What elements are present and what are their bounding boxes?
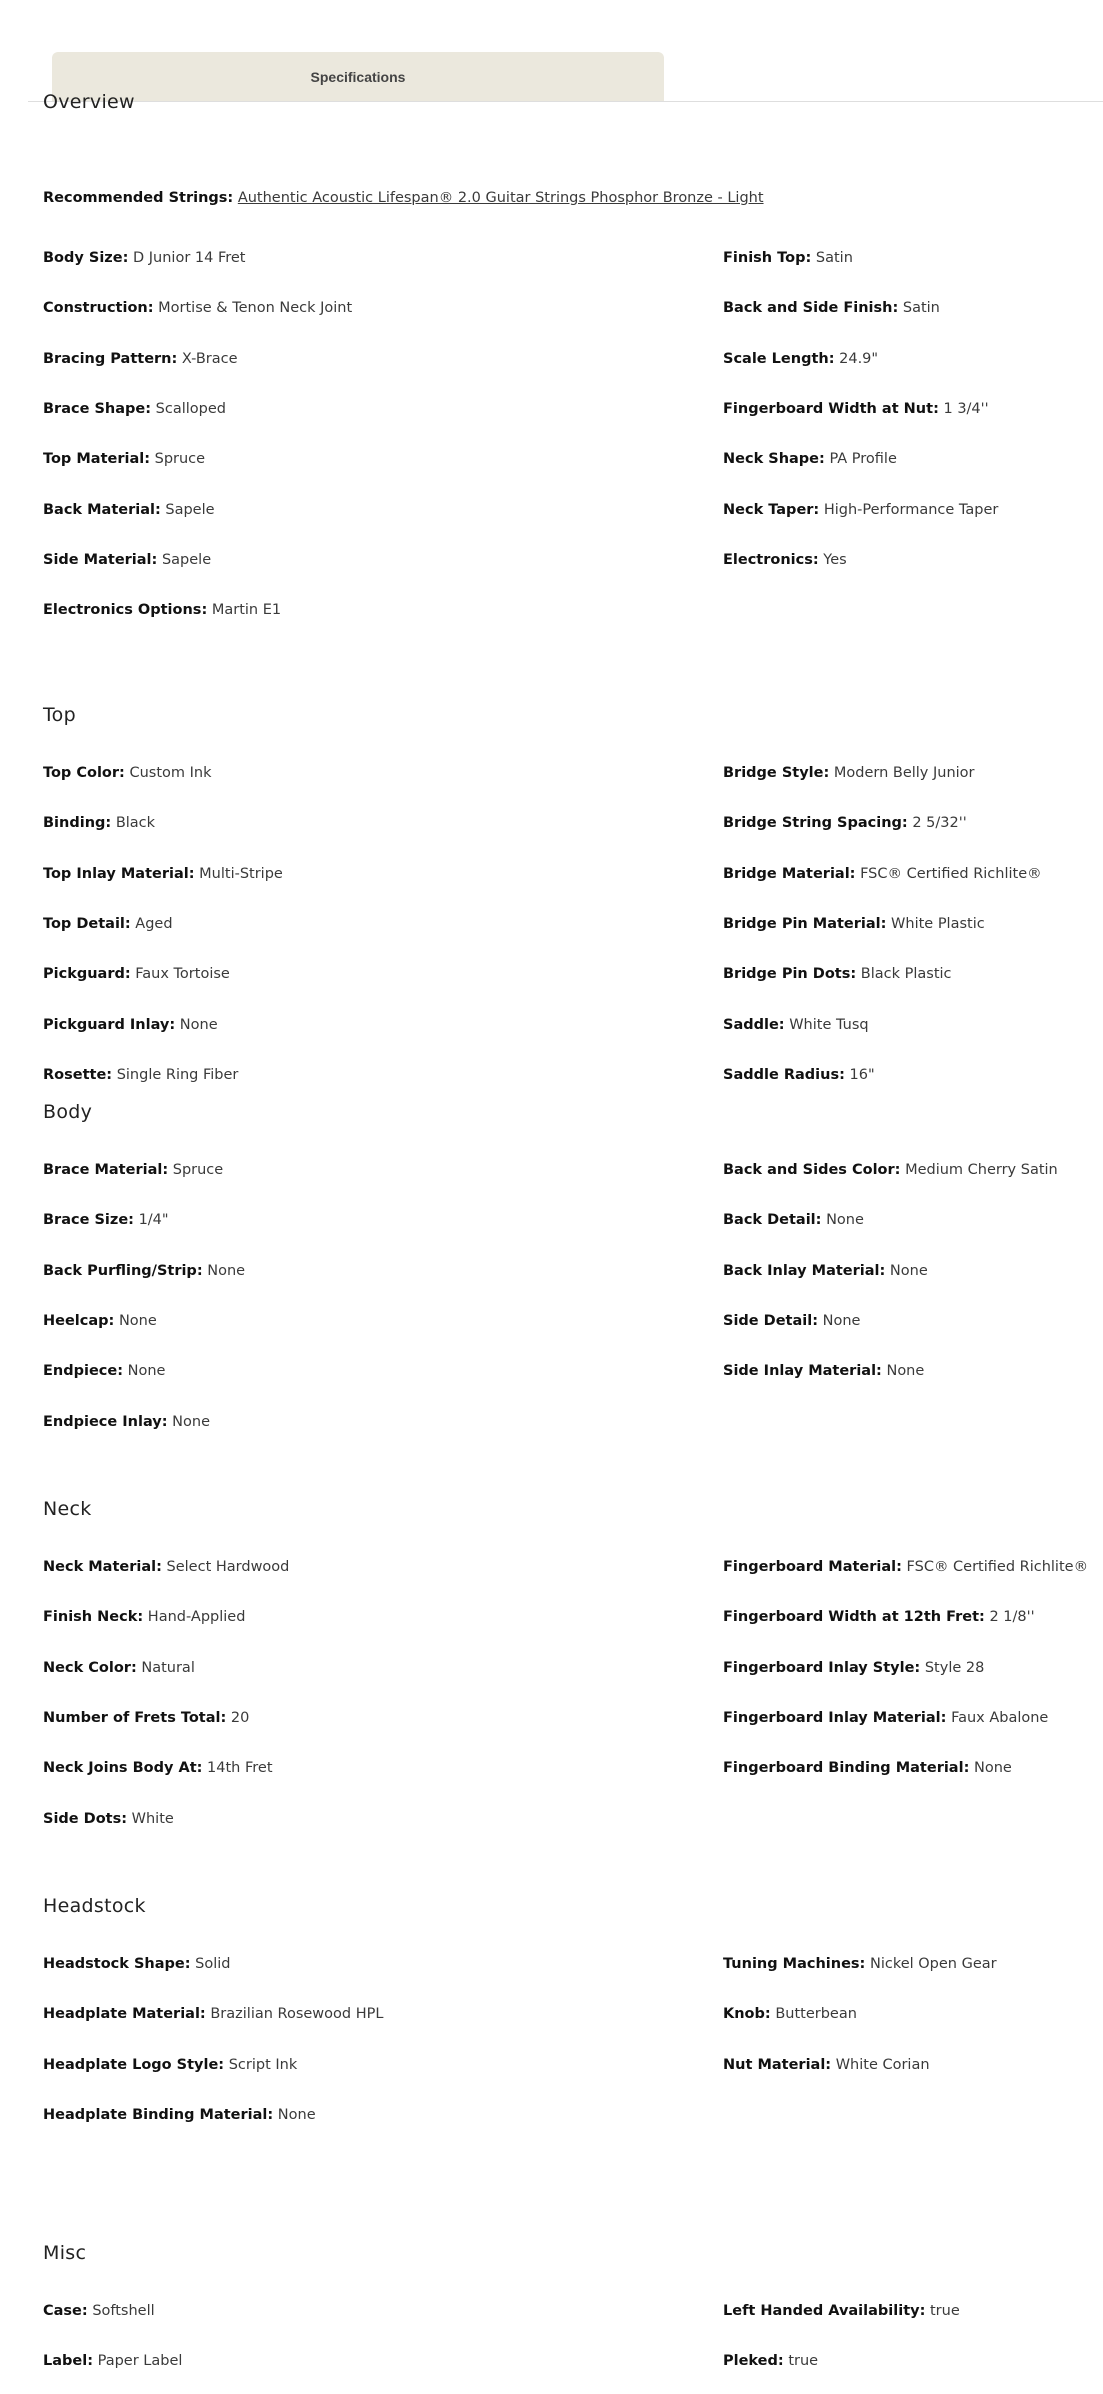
spec-label: Side Inlay Material: [723, 1363, 882, 1380]
spec-row [723, 1557, 1088, 1577]
spec-label: Back and Sides Color: [723, 1162, 901, 1178]
spec-label: Saddle Radius: [723, 1066, 845, 1083]
spec-row [43, 2105, 316, 2125]
spec-row [43, 1557, 289, 1577]
spec-row [43, 349, 238, 369]
spec-label: Fingerboard Inlay Style: [723, 1659, 921, 1676]
spec-row [43, 864, 283, 884]
spec-label: Back Material: [43, 501, 161, 518]
spec-value: None [889, 1262, 928, 1279]
spec-value: 14th Fret [207, 1760, 273, 1777]
spec-label: Recommended Strings: [43, 190, 234, 206]
spec-row [723, 1954, 997, 1974]
spec-label: Endpiece: [43, 1363, 124, 1380]
spec-value: None [277, 2106, 316, 2123]
spec-value: None [973, 1760, 1012, 1777]
spec-label: Tuning Machines: [723, 1956, 866, 1972]
spec-label: Fingerboard Binding Material: [723, 1760, 970, 1777]
spec-row [43, 2301, 155, 2321]
spec-label: Finish Neck: [43, 1609, 144, 1626]
spec-value: 24.9" [839, 350, 879, 367]
spec-value: White [131, 1810, 174, 1827]
spec-label: Scale Length: [723, 350, 835, 367]
spec-value: White Plastic [891, 915, 985, 932]
spec-value: None [822, 1312, 861, 1329]
spec-label: Endpiece Inlay: [43, 1413, 168, 1430]
spec-label: Side Material: [43, 551, 158, 568]
spec-row [43, 2004, 383, 2024]
spec-label: Top Detail: [43, 915, 131, 932]
spec-value: Medium Cherry Satin [905, 1162, 1058, 1178]
spec-row [43, 813, 155, 833]
spec-value: PA Profile [829, 451, 897, 468]
spec-row [723, 813, 967, 833]
spec-label: Side Detail: [723, 1312, 819, 1329]
spec-row [43, 964, 230, 984]
spec-label: Back Detail: [723, 1212, 822, 1229]
spec-value: None [179, 1016, 218, 1033]
spec-label: Fingerboard Material: [723, 1559, 902, 1575]
spec-row [43, 1658, 195, 1678]
spec-value: 2 5/32'' [912, 815, 967, 832]
spec-label: Fingerboard Width at 12th Fret: [723, 1609, 985, 1626]
spec-row [43, 500, 215, 520]
section-title-overview: Overview [43, 91, 135, 113]
spec-value: None [118, 1312, 157, 1329]
spec-label: Neck Taper: [723, 501, 820, 518]
spec-label: Brace Size: [43, 1212, 134, 1229]
spec-value: Aged [135, 915, 173, 932]
spec-row [43, 914, 173, 934]
spec-row [43, 1311, 157, 1331]
spec-label: Brace Shape: [43, 400, 152, 417]
spec-label: Bridge Material: [723, 865, 856, 882]
spec-row [43, 1210, 169, 1230]
spec-value: Butterbean [775, 2006, 857, 2023]
spec-row [723, 1065, 875, 1085]
spec-row [43, 1954, 230, 1974]
spec-row [43, 1412, 210, 1432]
spec-value: Yes [823, 551, 847, 568]
spec-row [723, 1607, 1035, 1627]
spec-label: Back Purfling/Strip: [43, 1262, 203, 1279]
spec-label: Rosette: [43, 1066, 113, 1083]
spec-row [723, 500, 998, 520]
spec-value: None [886, 1363, 925, 1380]
spec-row [723, 1361, 924, 1381]
spec-label: Bridge String Spacing: [723, 815, 908, 832]
spec-row [43, 399, 226, 419]
spec-value: Faux Tortoise [135, 966, 230, 983]
spec-label: Pickguard Inlay: [43, 1016, 176, 1033]
spec-label: Construction: [43, 300, 154, 317]
spec-row [43, 248, 246, 268]
spec-label: Left Handed Availability: [723, 2303, 926, 2319]
spec-row [43, 550, 211, 570]
section-title-neck: Neck [43, 1498, 92, 1520]
spec-value: Brazilian Rosewood HPL [210, 2006, 384, 2023]
spec-value: X-Brace [181, 350, 238, 367]
spec-label: Bridge Pin Dots: [723, 966, 857, 983]
spec-label: Case: [43, 2303, 88, 2319]
spec-value: Mortise & Tenon Neck Joint [158, 300, 353, 317]
spec-value: None [127, 1363, 166, 1380]
spec-label: Saddle: [723, 1016, 785, 1033]
spec-label: Back and Side Finish: [723, 300, 899, 317]
spec-row [43, 1607, 245, 1627]
spec-row [723, 864, 1042, 884]
spec-label: Pickguard: [43, 966, 131, 983]
spec-label: Neck Color: [43, 1659, 137, 1676]
spec-label: Side Dots: [43, 1810, 128, 1827]
spec-row [723, 1708, 1048, 1728]
spec-row [723, 2055, 930, 2075]
spec-value: Sapele [161, 551, 212, 568]
spec-row [723, 550, 847, 570]
spec-value: Softshell [92, 2303, 155, 2319]
spec-row [43, 1809, 174, 1829]
spec-row [723, 1658, 984, 1678]
section-title-top: Top [43, 704, 76, 726]
spec-row [43, 2351, 182, 2371]
spec-label: Bridge Style: [723, 765, 830, 781]
spec-row [43, 1065, 238, 1085]
spec-label: Top Inlay Material: [43, 865, 195, 882]
spec-value: Solid [195, 1956, 231, 1972]
spec-value: Sapele [165, 501, 215, 518]
spec-label: Electronics: [723, 551, 819, 568]
spec-row [723, 349, 878, 369]
spec-label: Fingerboard Inlay Material: [723, 1709, 947, 1726]
spec-row [723, 1311, 860, 1331]
spec-row [723, 1261, 928, 1281]
spec-label: Binding: [43, 815, 112, 832]
recommended-strings [43, 188, 764, 208]
spec-value: 16" [849, 1066, 875, 1083]
spec-label: Top Color: [43, 765, 125, 781]
spec-value: Multi-Stripe [199, 865, 283, 882]
spec-row [723, 763, 975, 783]
spec-row [723, 248, 853, 268]
spec-value: Spruce [172, 1162, 224, 1178]
tab-bar [28, 0, 1103, 102]
spec-label: Electronics Options: [43, 602, 208, 619]
spec-row [43, 1361, 165, 1381]
spec-value: Custom Ink [129, 765, 212, 781]
spec-value: Paper Label [97, 2353, 183, 2370]
spec-label: Headstock Shape: [43, 1956, 191, 1972]
spec-value: FSC® Certified Richlite® [906, 1559, 1089, 1575]
spec-row [723, 399, 989, 419]
spec-value: Spruce [154, 451, 206, 468]
spec-value: D Junior 14 Fret [133, 250, 246, 266]
spec-value: Nickel Open Gear [869, 1956, 997, 1972]
spec-label: Body Size: [43, 250, 129, 266]
spec-row [43, 2055, 297, 2075]
spec-label: Back Inlay Material: [723, 1262, 886, 1279]
spec-value: 1/4" [138, 1212, 169, 1229]
spec-label: Heelcap: [43, 1312, 115, 1329]
spec-value: Single Ring Fiber [116, 1066, 239, 1083]
spec-row [43, 1758, 273, 1778]
spec-label: Bracing Pattern: [43, 350, 178, 367]
spec-label: Finish Top: [723, 250, 812, 266]
spec-label: Brace Material: [43, 1162, 169, 1178]
spec-label: Neck Shape: [723, 451, 825, 468]
spec-value: true [788, 2353, 819, 2370]
spec-value: Style 28 [924, 1659, 985, 1676]
spec-value: None [826, 1212, 864, 1229]
spec-row [43, 763, 211, 783]
spec-label: Headplate Material: [43, 2006, 206, 2023]
spec-row [723, 449, 897, 469]
spec-label: Label: [43, 2353, 94, 2370]
spec-row [43, 449, 205, 469]
spec-value: Natural [141, 1659, 195, 1676]
spec-value: White Corian [835, 2056, 930, 2073]
spec-row [723, 1015, 869, 1035]
spec-row [43, 1015, 218, 1035]
spec-value: Black [115, 815, 156, 832]
spec-value: Black Plastic [860, 966, 952, 983]
spec-row [723, 2351, 818, 2371]
spec-value: White Tusq [789, 1016, 869, 1033]
spec-row [43, 1160, 223, 1180]
section-title-body: Body [43, 1101, 93, 1123]
section-title-headstock: Headstock [43, 1895, 146, 1917]
spec-value: Script Ink [228, 2056, 298, 2073]
tab-specifications[interactable]: Specifications [52, 52, 664, 101]
spec-row [723, 298, 940, 318]
spec-label: Nut Material: [723, 2056, 832, 2073]
spec-value: Faux Abalone [951, 1709, 1049, 1726]
spec-value: Modern Belly Junior [833, 765, 975, 781]
recommended-strings-link[interactable]: Authentic Acoustic Lifespan® 2.0 Guitar Strings Phosphor Bronze - Light [237, 190, 764, 206]
spec-value: FSC® Certified Richlite® [860, 865, 1042, 882]
spec-value: Satin [815, 250, 853, 266]
spec-label: Pleked: [723, 2353, 784, 2370]
spec-row [723, 2004, 857, 2024]
spec-value: Martin E1 [211, 602, 282, 619]
spec-value: High-Performance Taper [823, 501, 999, 518]
spec-row [43, 1708, 249, 1728]
spec-value: 1 3/4'' [943, 400, 989, 417]
spec-value: Scalloped [155, 400, 226, 417]
spec-value: true [930, 2303, 960, 2319]
spec-value: Hand-Applied [147, 1609, 246, 1626]
spec-value: None [172, 1413, 210, 1430]
spec-value: 20 [230, 1709, 250, 1726]
spec-row [723, 2301, 960, 2321]
spec-label: Headplate Logo Style: [43, 2056, 225, 2073]
spec-row [723, 964, 952, 984]
spec-label: Neck Joins Body At: [43, 1760, 203, 1777]
spec-row [723, 1758, 1012, 1778]
spec-label: Neck Material: [43, 1559, 162, 1575]
spec-label: Fingerboard Width at Nut: [723, 400, 939, 417]
spec-row [43, 1261, 245, 1281]
section-title-misc: Misc [43, 2242, 87, 2264]
spec-row [723, 1210, 864, 1230]
spec-row [723, 1160, 1058, 1180]
spec-row [723, 914, 985, 934]
spec-label: Top Material: [43, 451, 151, 468]
spec-label: Number of Frets Total: [43, 1709, 227, 1726]
spec-value: None [207, 1262, 246, 1279]
spec-row [43, 600, 281, 620]
spec-value: 2 1/8'' [989, 1609, 1035, 1626]
spec-label: Knob: [723, 2006, 771, 2023]
spec-value: Satin [902, 300, 940, 317]
spec-label: Headplate Binding Material: [43, 2106, 274, 2123]
spec-value: Select Hardwood [166, 1559, 290, 1575]
spec-label: Bridge Pin Material: [723, 915, 887, 932]
spec-row [43, 298, 352, 318]
